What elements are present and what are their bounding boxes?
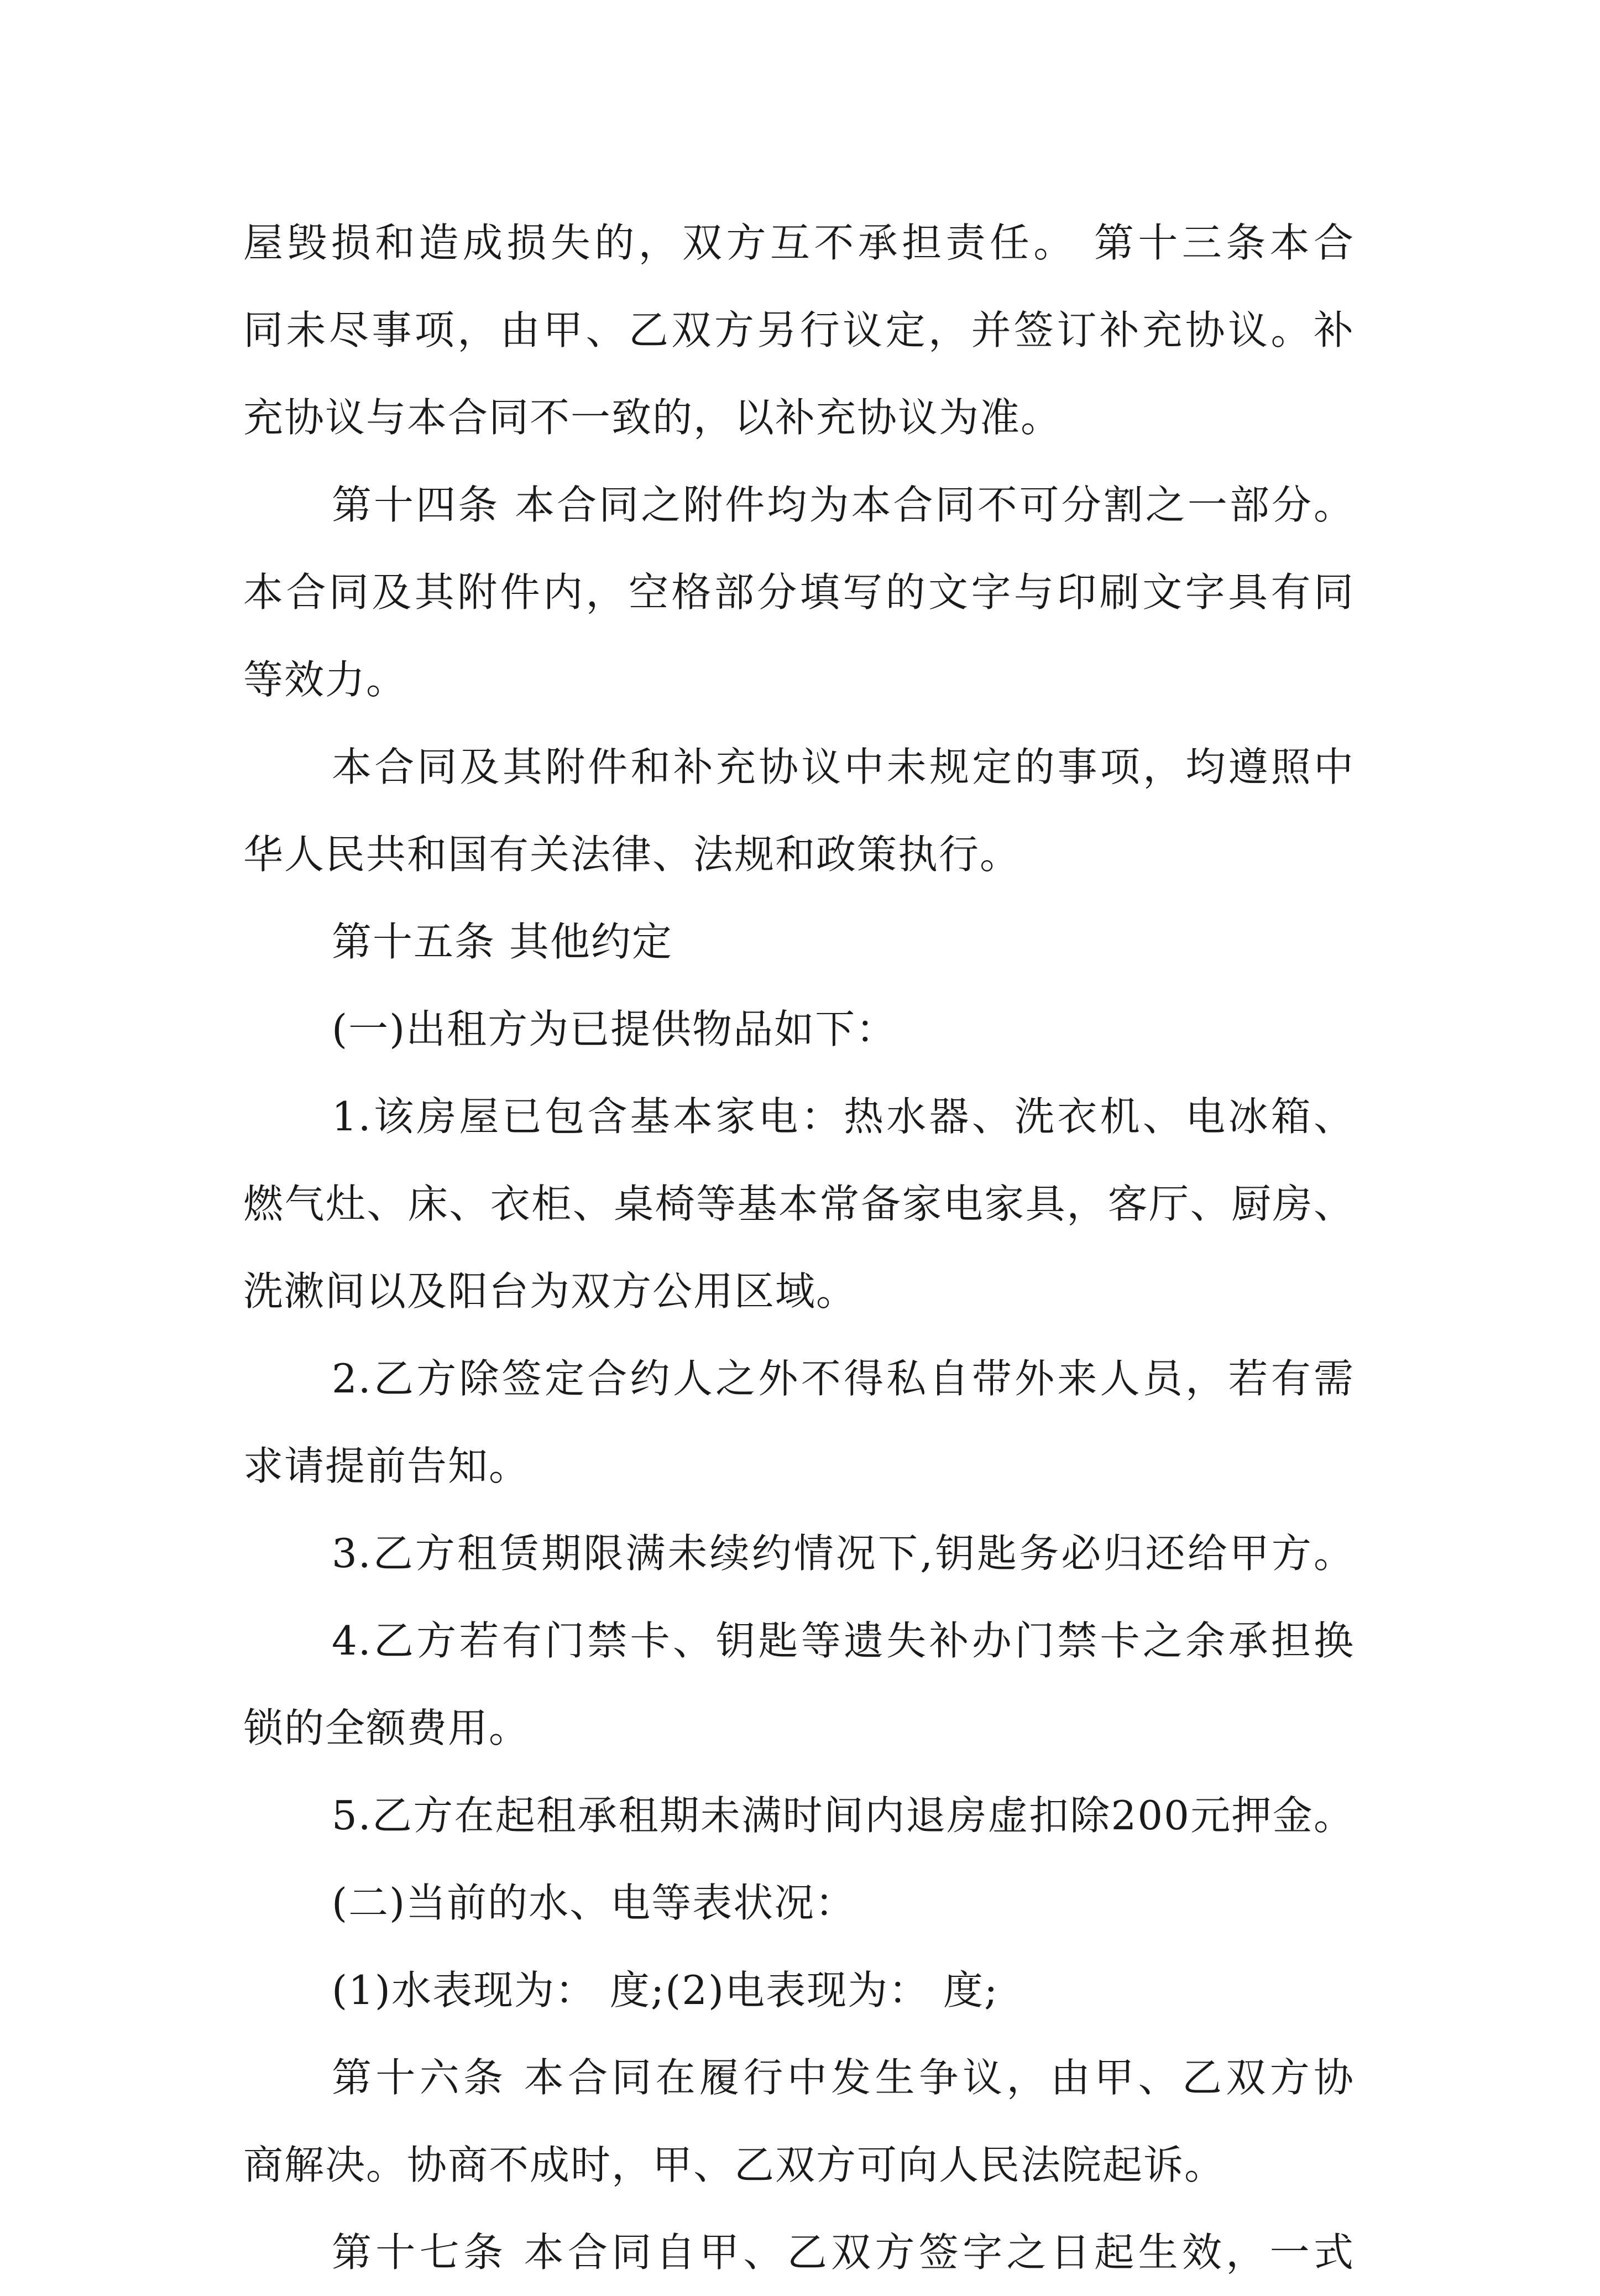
text-line: 华人民共和国有关法律、法规和政策执行。: [243, 831, 1021, 878]
subsection-two-line: (二)当前的水、电等表状况：: [332, 1880, 856, 1926]
text-line: 等效力。: [243, 656, 407, 703]
text-line: 求请提前告知。: [243, 1443, 530, 1489]
article-16-heading-line: 第十六条 本合同在履行中发生争议，由甲、乙双方协: [332, 2054, 1355, 2101]
list-item-1-line: 1.该房屋已包含基本家电：热水器、洗衣机、电冰箱、: [332, 1093, 1355, 1140]
list-item-5-line: 5.乙方在起租承租期未满时间内退房虚扣除200元押金。: [332, 1792, 1355, 1839]
text-line: 锁的全额费用。: [243, 1705, 530, 1751]
list-item-4-line: 4.乙方若有门禁卡、钥匙等遗失补办门禁卡之余承担换: [332, 1617, 1355, 1664]
article-15-heading-line: 第十五条 其他约定: [332, 919, 673, 965]
article-17-heading-line: 第十七条 本合同自甲、乙双方签字之日起生效，一式: [332, 2229, 1355, 2276]
text-line: 充协议与本合同不一致的，以补充协议为准。: [243, 394, 1062, 441]
text-line: 本合同及其附件内，空格部分填写的文字与印刷文字具有同: [243, 569, 1355, 615]
meter-readings-line: (1)水表现为： 度;(2)电表现为： 度;: [332, 1967, 999, 2013]
text-line: 洗漱间以及阳台为双方公用区域。: [243, 1268, 857, 1314]
subsection-one-line: (一)出租方为已提供物品如下：: [332, 1006, 897, 1052]
text-line: 同未尽事项，由甲、乙双方另行议定，并签订补充协议。补: [243, 307, 1355, 353]
text-line: 屋毁损和造成损失的，双方互不承担责任。 第十三条本合: [243, 220, 1355, 266]
text-line: 燃气灶、床、衣柜、桌椅等基本常备家电家具，客厅、厨房、: [243, 1181, 1355, 1227]
list-item-2-line: 2.乙方除签定合约人之外不得私自带外来人员，若有需: [332, 1355, 1355, 1402]
article-14-heading-line: 第十四条 本合同之附件均为本合同不可分割之一部分。: [332, 482, 1355, 528]
text-line: 商解决。协商不成时，甲、乙双方可向人民法院起诉。: [243, 2142, 1226, 2188]
list-item-3-line: 3.乙方租赁期限满未续约情况下,钥匙务必归还给甲方。: [332, 1530, 1355, 1577]
contract-text-body: [243, 199, 1355, 2296]
text-line: 本合同及其附件和补充协议中未规定的事项，均遵照中: [332, 744, 1355, 790]
